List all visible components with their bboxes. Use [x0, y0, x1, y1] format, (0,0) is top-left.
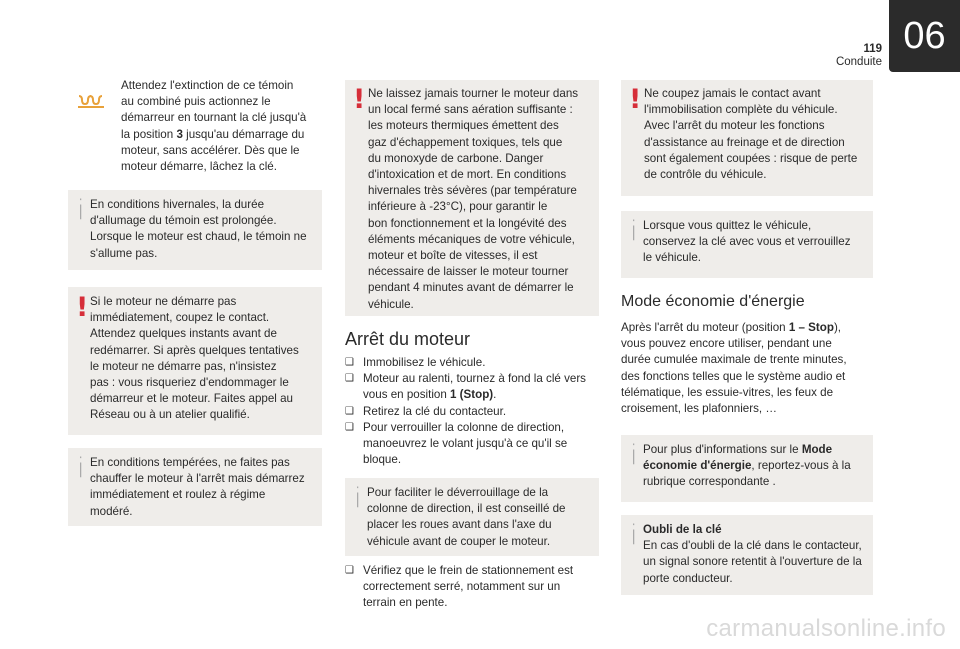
- text-line: véhicule.: [368, 297, 414, 311]
- text-line: En conditions hivernales, la durée: [90, 198, 265, 211]
- section-title-energy-mode: Mode économie d'énergie: [621, 293, 805, 310]
- info-temperate-text: [90, 455, 322, 520]
- text-line: chauffer le moteur à l'arrêt mais démarrez: [90, 472, 305, 486]
- text-line: immédiatement et roulez à régime: [90, 488, 266, 502]
- text-line: hivernales très sévères (par température: [368, 184, 577, 198]
- page-number: 119: [863, 43, 882, 55]
- text-line: véhicule avant de couper le moteur.: [367, 534, 551, 548]
- text-line: modéré.: [90, 504, 133, 518]
- text-line: Après l'arrêt du moteur (position 1 – Stop),: [621, 321, 842, 334]
- text-line: d'intoxication et de mort. En conditions: [368, 168, 567, 182]
- glow-plug-text: [121, 78, 331, 175]
- text-line: immédiatement, coupez le contact.: [90, 311, 270, 325]
- list-item: [345, 371, 605, 403]
- text-line: pas : vous risqueriez d'endommager le: [90, 376, 289, 390]
- text-line: vous pouvez encore utiliser, pendant une: [621, 337, 832, 351]
- info-mode-text: [643, 442, 873, 491]
- warning-icon: !: [629, 84, 642, 115]
- info-icon: i: [354, 483, 362, 514]
- warn-garage-text: [368, 86, 599, 313]
- text-line: un local fermé sans aération suffisante :: [368, 103, 573, 117]
- text-line: gaz d'échappement toxiques, tels que: [368, 135, 563, 149]
- warning-box-garage: [345, 80, 599, 316]
- text-line: démarreur et le moteur. Faites appel au: [90, 392, 293, 406]
- text-line: télématique, les essuie-vitres, les feux de: [621, 385, 834, 399]
- text-line: conservez la clé avec vous et verrouillez: [643, 235, 851, 249]
- info-icon: i: [77, 453, 85, 484]
- text-line: moteur et boîte de vitesses, il est: [368, 249, 538, 263]
- text-line: de contrôle du véhicule.: [644, 168, 767, 182]
- text-line: Lorsque vous quittez le véhicule,: [643, 219, 812, 232]
- text-line: sont également coupées : risque de perte: [644, 151, 858, 165]
- info-box-winter: [68, 190, 322, 270]
- text-line: Immobilisez le véhicule.: [363, 356, 486, 369]
- list-item: [345, 563, 605, 612]
- info-winter-text: [90, 197, 322, 262]
- text-line: inférieure à -23°C), pour garantir le: [368, 200, 548, 214]
- info-unlock-text: [367, 485, 599, 550]
- text-line: moteur, sans accélérer. Dès que le: [121, 143, 300, 157]
- text-line: En cas d'oubli de la clé dans le contacteur,: [643, 539, 862, 553]
- text-line: vous en position 1 (Stop).: [363, 388, 497, 402]
- list-item: [345, 420, 605, 469]
- text-line: correctement serré, notamment sur un: [363, 580, 561, 594]
- text-line: croisement, les plafonniers, …: [621, 402, 777, 416]
- text-line: colonne de direction, il est conseillé de: [367, 502, 566, 516]
- info-box-temperate: [68, 448, 322, 526]
- warn-ignition-text: [644, 86, 873, 183]
- warn-nostart-text: [90, 294, 322, 424]
- text-line: éléments mécaniques de votre véhicule,: [368, 232, 575, 246]
- info-box-forgot-key: [621, 515, 873, 595]
- checkbox-bullet-icon: ❑: [345, 357, 354, 368]
- text-line: l'immobilisation complète du véhicule.: [644, 103, 838, 117]
- checkbox-bullet-icon: ❑: [345, 405, 354, 417]
- text-line: Moteur au ralenti, tournez à fond la clé vers: [363, 372, 586, 386]
- text-line: durée cumulée maximale de trente minutes,: [621, 353, 847, 367]
- text-line: la position 3 jusqu'au démarrage du: [121, 127, 305, 141]
- text-line: En conditions tempérées, ne faites pas: [90, 456, 290, 469]
- info-icon: i: [630, 440, 638, 471]
- text-line: Attendez quelques instants avant de: [90, 327, 277, 341]
- text-line: redémarrer. Si après quelques tentatives: [90, 343, 299, 357]
- info-icon: i: [630, 520, 638, 551]
- engine-stop-steps: [345, 355, 605, 468]
- text-line: rubrique correspondante .: [643, 475, 776, 489]
- list-item: [345, 404, 605, 420]
- text-line: Attendez l'extinction de ce témoin: [121, 79, 294, 92]
- warning-box-nostart: [68, 287, 322, 435]
- text-line: au combiné puis actionnez le: [121, 95, 271, 109]
- text-line: d'allumage du témoin est prolongée.: [90, 214, 277, 228]
- text-line: un signal sonore retentit à l'ouverture de la: [643, 555, 862, 569]
- forgot-key-title: Oubli de la clé: [643, 523, 722, 536]
- watermark: carmanualsonline.info: [706, 615, 946, 642]
- checkbox-bullet-icon: ❑: [345, 565, 354, 576]
- text-line: économie d'énergie, reportez-vous à la: [643, 459, 851, 473]
- info-icon: i: [77, 195, 85, 226]
- checkbox-bullet-icon: ❑: [345, 421, 354, 433]
- section-title-engine-stop: Arrêt du moteur: [345, 329, 471, 349]
- text-line: Pour faciliter le déverrouillage de la: [367, 486, 549, 499]
- text-line: nécessaire de laisser le moteur tourner: [368, 265, 569, 279]
- text-line: le véhicule.: [643, 251, 702, 265]
- info-box-leave: [621, 211, 873, 278]
- list-item: [345, 355, 605, 371]
- text-line: d'assistance au freinage et de direction: [644, 135, 845, 149]
- handbrake-step: [345, 563, 605, 612]
- text-line: Réseau ou à un atelier qualifié.: [90, 408, 250, 422]
- text-line: les moteurs thermiques émettent des: [368, 119, 559, 133]
- text-line: s'allume pas.: [90, 246, 158, 260]
- text-line: Lorsque le moteur est chaud, le témoin ne: [90, 230, 307, 244]
- text-line: bon fonctionnement et la longévité des: [368, 216, 567, 230]
- warning-icon: !: [353, 84, 366, 115]
- text-line: Vérifiez que le frein de stationnement est: [363, 564, 574, 577]
- info-icon: i: [630, 216, 638, 247]
- text-line: manoeuvrez le volant jusqu'à ce qu'il se: [363, 437, 568, 451]
- text-line: terrain en pente.: [363, 596, 448, 610]
- text-line: pendant 4 minutes avant de démarrer le: [368, 281, 574, 295]
- section-name: Conduite: [835, 56, 882, 68]
- text-line: Si le moteur ne démarre pas: [90, 295, 237, 308]
- text-line: Pour verrouiller la colonne de direction,: [363, 420, 565, 434]
- text-line: démarreur en tournant la clé jusqu'à: [121, 111, 307, 125]
- text-line: placer les roues avant dans l'axe du: [367, 518, 552, 532]
- checkbox-bullet-icon: ❑: [345, 373, 354, 385]
- text-line: bloque.: [363, 453, 402, 467]
- text-line: du monoxyde de carbone. Danger: [368, 151, 544, 165]
- energy-mode-paragraph: [621, 320, 881, 417]
- text-line: Retirez la clé du contacteur.: [363, 404, 507, 418]
- text-line: des fonctions telles que le système audio et: [621, 369, 846, 383]
- text-line: Ne laissez jamais tourner le moteur dans: [368, 87, 579, 100]
- text-line: Avec l'arrêt du moteur les fonctions: [644, 119, 825, 133]
- preheat-glow-plug-icon: [76, 93, 106, 113]
- text-line: Pour plus d'informations sur le Mode: [643, 443, 833, 456]
- warning-icon: !: [76, 292, 89, 323]
- info-forgot-text: [643, 522, 873, 587]
- text-line: Ne coupez jamais le contact avant: [644, 87, 821, 100]
- warning-box-ignition: [621, 80, 873, 196]
- text-line: moteur démarre, lâchez la clé.: [121, 160, 277, 174]
- info-box-mode: [621, 435, 873, 502]
- chapter-tab: 06: [889, 0, 960, 72]
- info-box-unlock: [345, 478, 599, 556]
- text-line: porte conducteur.: [643, 571, 733, 585]
- info-leave-text: [643, 218, 873, 267]
- text-line: le moteur ne démarre pas, n'insistez: [90, 359, 277, 373]
